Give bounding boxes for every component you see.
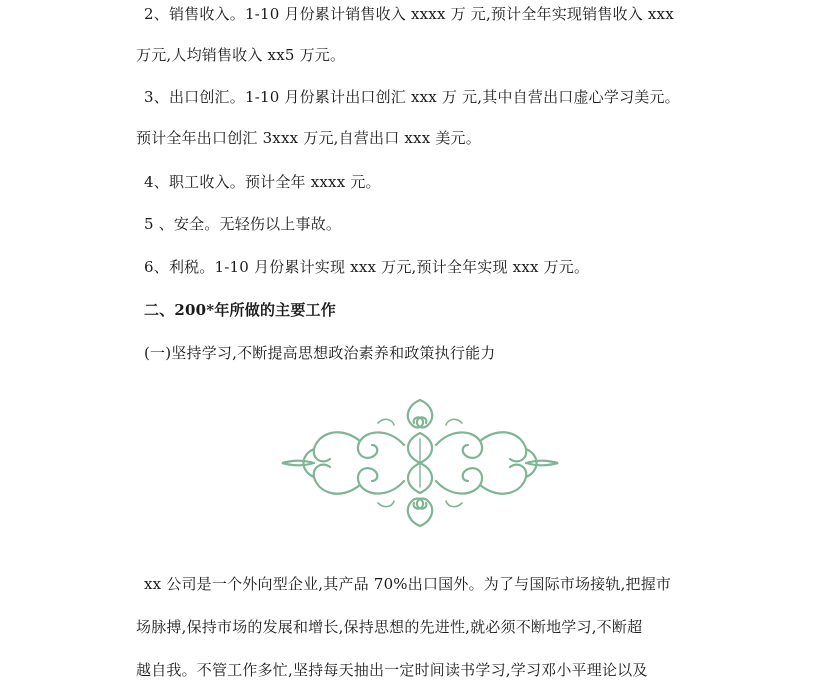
list-item-tax: 6、利税。1-10 月份累计实现 xxx 万元,预计全年实现 xxx 万元。 (144, 258, 590, 276)
list-item-sales-cont: 万元,人均销售收入 xx5 万元。 (136, 46, 346, 64)
list-item-income: 4、职工收入。预计全年 xxxx 元。 (144, 173, 381, 191)
paragraph-line-2: 场脉搏,保持市场的发展和增长,保持思想的先进性,就必须不断地学习,不断超 (136, 618, 643, 636)
list-item-sales: 2、销售收入。1-10 月份累计销售收入 xxxx 万 元,预计全年实现销售收入 xxx (144, 5, 674, 23)
decorative-scroll-divider-icon (0, 395, 840, 540)
paragraph-line-1: xx 公司是一个外向型企业,其产品 70%出口国外。为了与国际市场接轨,把握市 (144, 575, 672, 593)
subsection-heading: (一)坚持学习,不断提高思想政治素养和政策执行能力 (144, 344, 496, 362)
section-heading: 二、200*年所做的主要工作 (144, 301, 336, 319)
paragraph-line-3: 越自我。不管工作多忙,坚持每天抽出一定时间读书学习,学习邓小平理论以及 (136, 661, 648, 679)
list-item-safety: 5 、安全。无轻伤以上事故。 (144, 215, 342, 233)
list-item-export-cont: 预计全年出口创汇 3xxx 万元,自营出口 xxx 美元。 (136, 129, 481, 147)
list-item-export: 3、出口创汇。1-10 月份累计出口创汇 xxx 万 元,其中自营出口虚心学习美元。 (144, 88, 680, 106)
